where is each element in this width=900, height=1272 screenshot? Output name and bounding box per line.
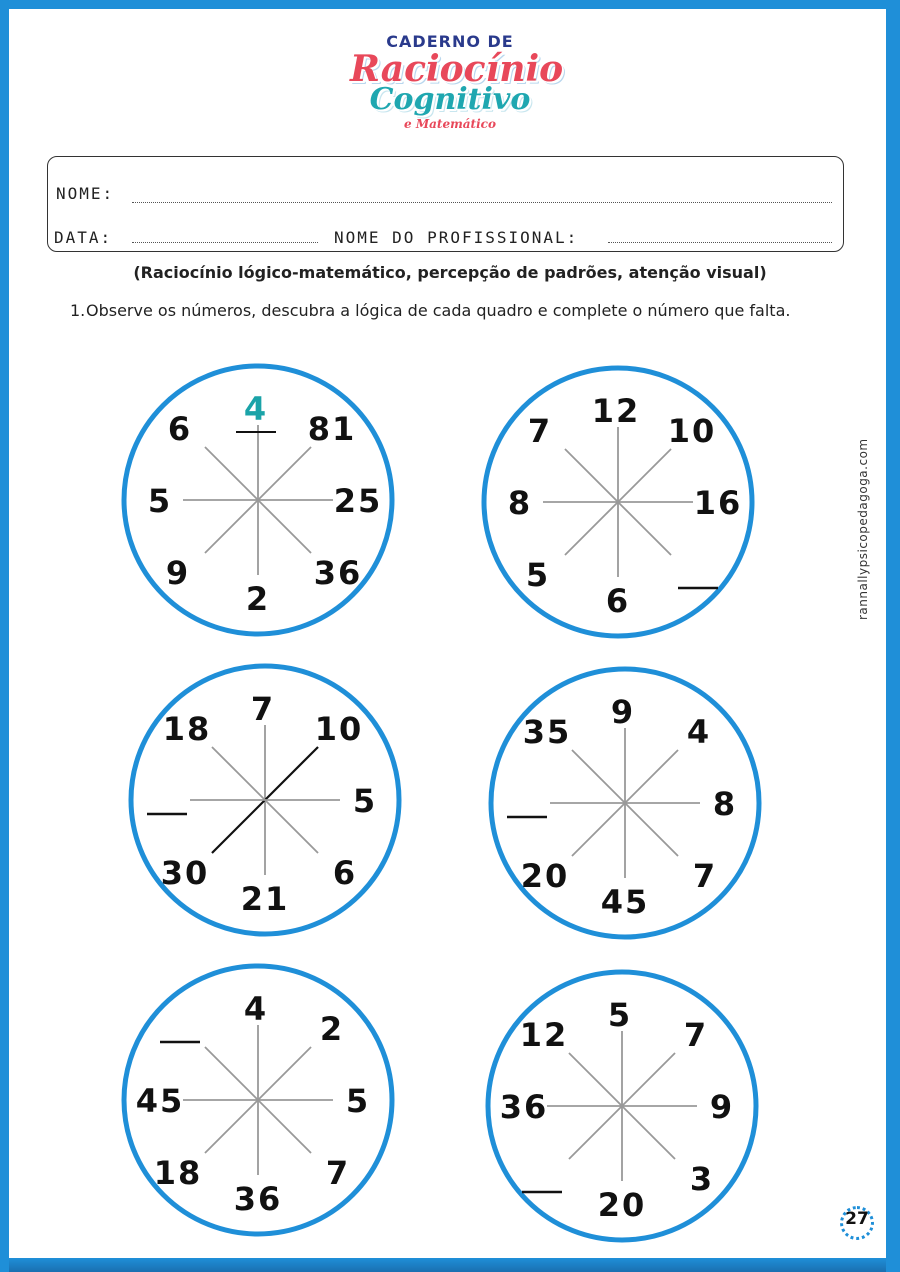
wheel-number: 20 xyxy=(520,857,570,895)
wheel-number: 5 xyxy=(525,556,551,594)
wheel-3 xyxy=(131,666,399,934)
wheel-number: 6 xyxy=(332,854,358,892)
wheel-number: 45 xyxy=(135,1082,185,1120)
wheel-number: 6 xyxy=(605,582,631,620)
wheel-number: 2 xyxy=(245,580,271,618)
wheel-number: 4 xyxy=(686,713,712,751)
wheel-number: 8 xyxy=(712,785,738,823)
wheel-number: 12 xyxy=(591,392,641,430)
wheel-number: 12 xyxy=(519,1016,569,1054)
professional-label: NOME DO PROFISSIONAL: xyxy=(334,228,579,247)
wheel-number: 36 xyxy=(233,1180,283,1218)
date-label: DATA: xyxy=(54,228,113,247)
name-label: NOME: xyxy=(56,184,115,203)
wheel-number: 7 xyxy=(250,690,276,728)
wheel-4 xyxy=(491,669,759,937)
wheel-number: 16 xyxy=(693,484,743,522)
wheel-number: 10 xyxy=(314,710,364,748)
wheel-number: 20 xyxy=(597,1186,647,1224)
wheel-number: 7 xyxy=(692,857,718,895)
wheel-number: 30 xyxy=(160,854,210,892)
wheel-1 xyxy=(124,366,392,634)
wheel-number: 25 xyxy=(333,482,383,520)
instruction-number: 1. xyxy=(70,301,86,320)
logo-line1: CADERNO DE xyxy=(386,32,514,51)
wheel-number: 7 xyxy=(683,1016,709,1054)
wheel-number: 5 xyxy=(147,482,173,520)
wheel-number: 3 xyxy=(689,1160,715,1198)
logo-line4: e Matemático xyxy=(404,117,496,131)
wheel-number: 5 xyxy=(607,996,633,1034)
logo-line3: Cognitivo xyxy=(369,82,531,117)
wheel-number: 7 xyxy=(325,1154,351,1192)
wheel-number: 7 xyxy=(527,412,553,450)
wheel-number: 35 xyxy=(522,713,572,751)
wheel-number: 9 xyxy=(610,693,636,731)
wheel-number: 9 xyxy=(709,1088,735,1126)
wheel-number: 9 xyxy=(165,554,191,592)
wheel-number: 8 xyxy=(507,484,533,522)
wheel-number: 18 xyxy=(162,710,212,748)
wheel-number: 5 xyxy=(352,782,378,820)
wheel-number: 36 xyxy=(313,554,363,592)
wheel-number: 2 xyxy=(319,1010,345,1048)
wheel-number: 4 xyxy=(243,990,269,1028)
wheel-6 xyxy=(488,972,756,1240)
logo-line2: Raciocínio xyxy=(350,48,564,90)
page-number: 27 xyxy=(840,1206,874,1240)
instruction-text: Observe os números, descubra a lógica de cada quadro e complete o número que falta. xyxy=(86,301,791,320)
wheel-number: 6 xyxy=(167,410,193,448)
wheel-2 xyxy=(484,368,752,636)
wheel-number: 45 xyxy=(600,883,650,921)
answer-number: 4 xyxy=(243,390,269,428)
wheel-number: 36 xyxy=(499,1088,549,1126)
subtitle: (Raciocínio lógico-matemático, percepção de padrões, atenção visual) xyxy=(133,263,767,282)
wheel-number: 21 xyxy=(240,880,290,918)
wheel-number: 81 xyxy=(307,410,357,448)
wheel-5 xyxy=(124,966,392,1234)
website-text: rannallypsicopedagoga.com xyxy=(856,438,870,620)
wheel-number: 5 xyxy=(345,1082,371,1120)
wheel-number: 18 xyxy=(153,1154,203,1192)
wheel-number: 10 xyxy=(667,412,717,450)
